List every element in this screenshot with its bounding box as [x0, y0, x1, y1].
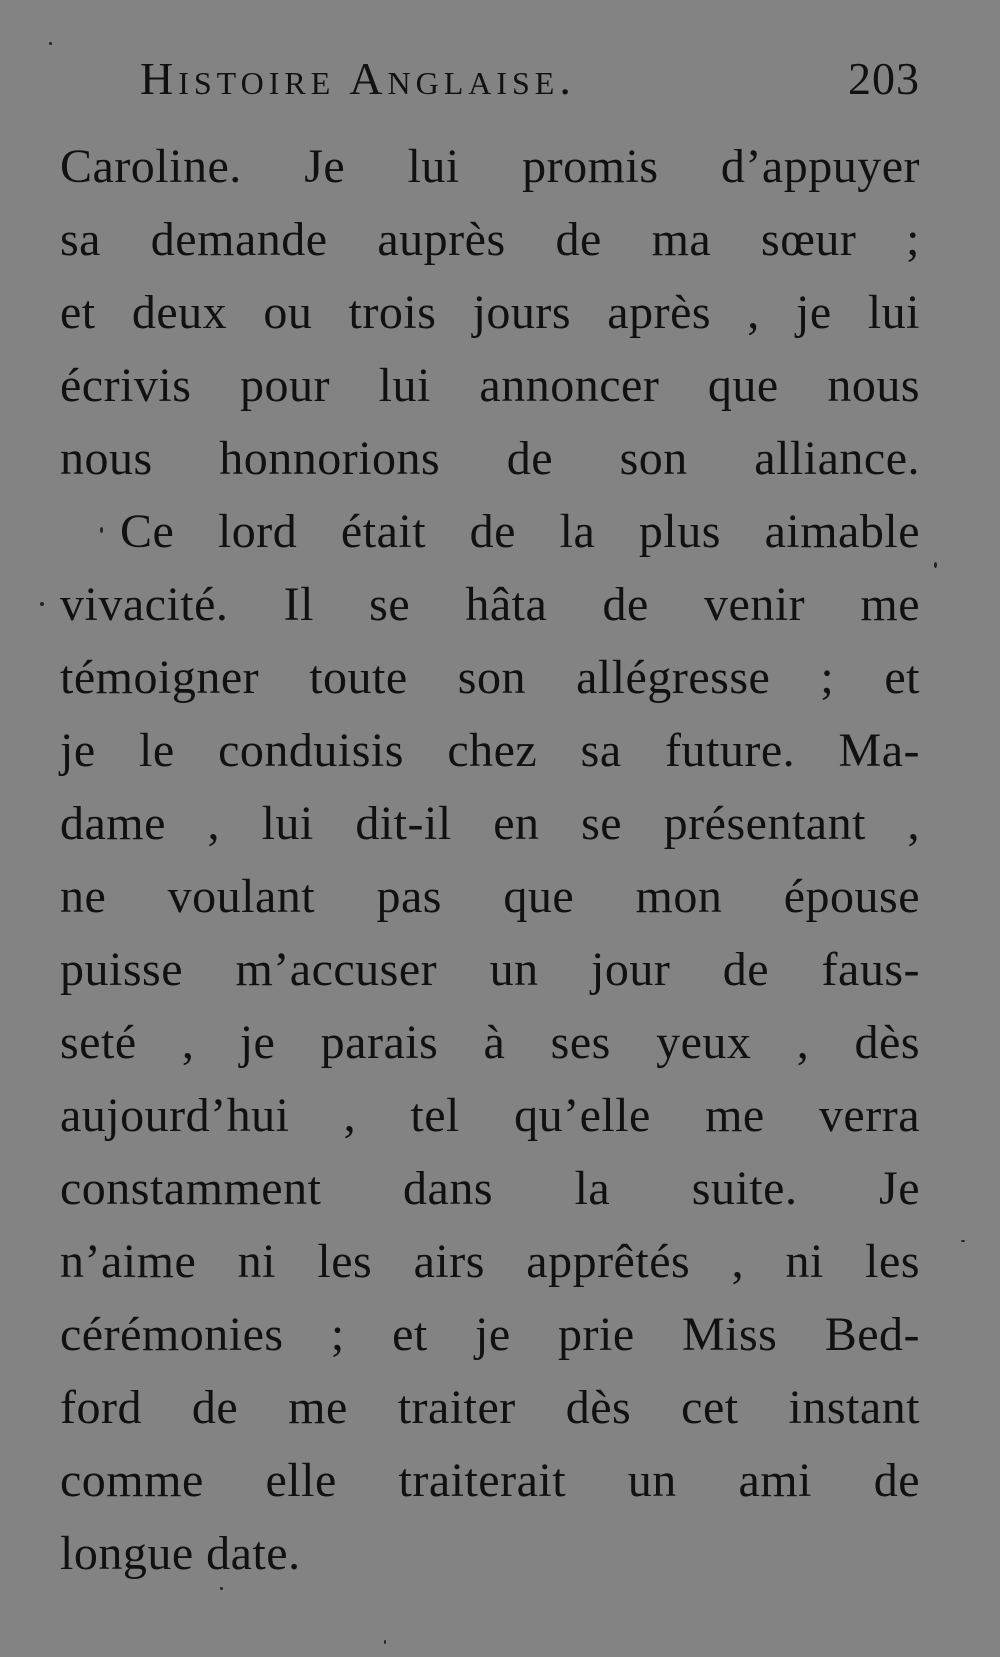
text-line: Caroline. Je lui promis d’appuyer	[60, 140, 920, 193]
print-speck	[961, 1240, 965, 1242]
print-speck	[384, 1640, 386, 1644]
print-speck	[100, 527, 103, 533]
text-line: aujourd’hui , tel qu’elle me verra	[60, 1089, 920, 1142]
text-line: seté , je parais à ses yeux , dès	[60, 1016, 920, 1069]
print-speck	[49, 42, 52, 45]
running-head	[140, 44, 920, 114]
running-title: Histoire Anglaise.	[140, 53, 576, 104]
text-line: constamment dans la suite. Je	[60, 1162, 920, 1215]
text-line: dame , lui dit-il en se présentant ,	[60, 797, 920, 850]
text-line: cérémonies ; et je prie Miss Bed-	[60, 1308, 920, 1361]
text-line: écrivis pour lui annoncer que nous	[60, 359, 920, 412]
text-line: vivacité. Il se hâta de venir me	[60, 578, 920, 631]
page-number: 203	[848, 53, 920, 104]
text-line: comme elle traiterait un ami de	[60, 1454, 920, 1507]
text-line: ne voulant pas que mon épouse	[60, 870, 920, 923]
text-line: et deux ou trois jours après , je lui	[60, 286, 920, 339]
print-speck	[220, 1587, 223, 1590]
text-line: ford de me traiter dès cet instant	[60, 1381, 920, 1434]
text-line: nous honnorions de son alliance.	[60, 432, 920, 485]
paragraph-end-line: longue date.	[60, 1527, 301, 1580]
print-speck	[934, 562, 937, 568]
text-line: témoigner toute son allégresse ; et	[60, 651, 920, 704]
body-text	[60, 130, 920, 1590]
text-line: puisse m’accuser un jour de faus-	[60, 943, 920, 996]
print-speck	[40, 602, 44, 606]
paragraph-start-line: Ce lord était de la plus aimable	[120, 505, 920, 558]
text-line: sa demande auprès de ma sœur ;	[60, 213, 920, 266]
text-line: je le conduisis chez sa future. Ma-	[60, 724, 920, 777]
text-line: n’aime ni les airs apprêtés , ni les	[60, 1235, 920, 1288]
